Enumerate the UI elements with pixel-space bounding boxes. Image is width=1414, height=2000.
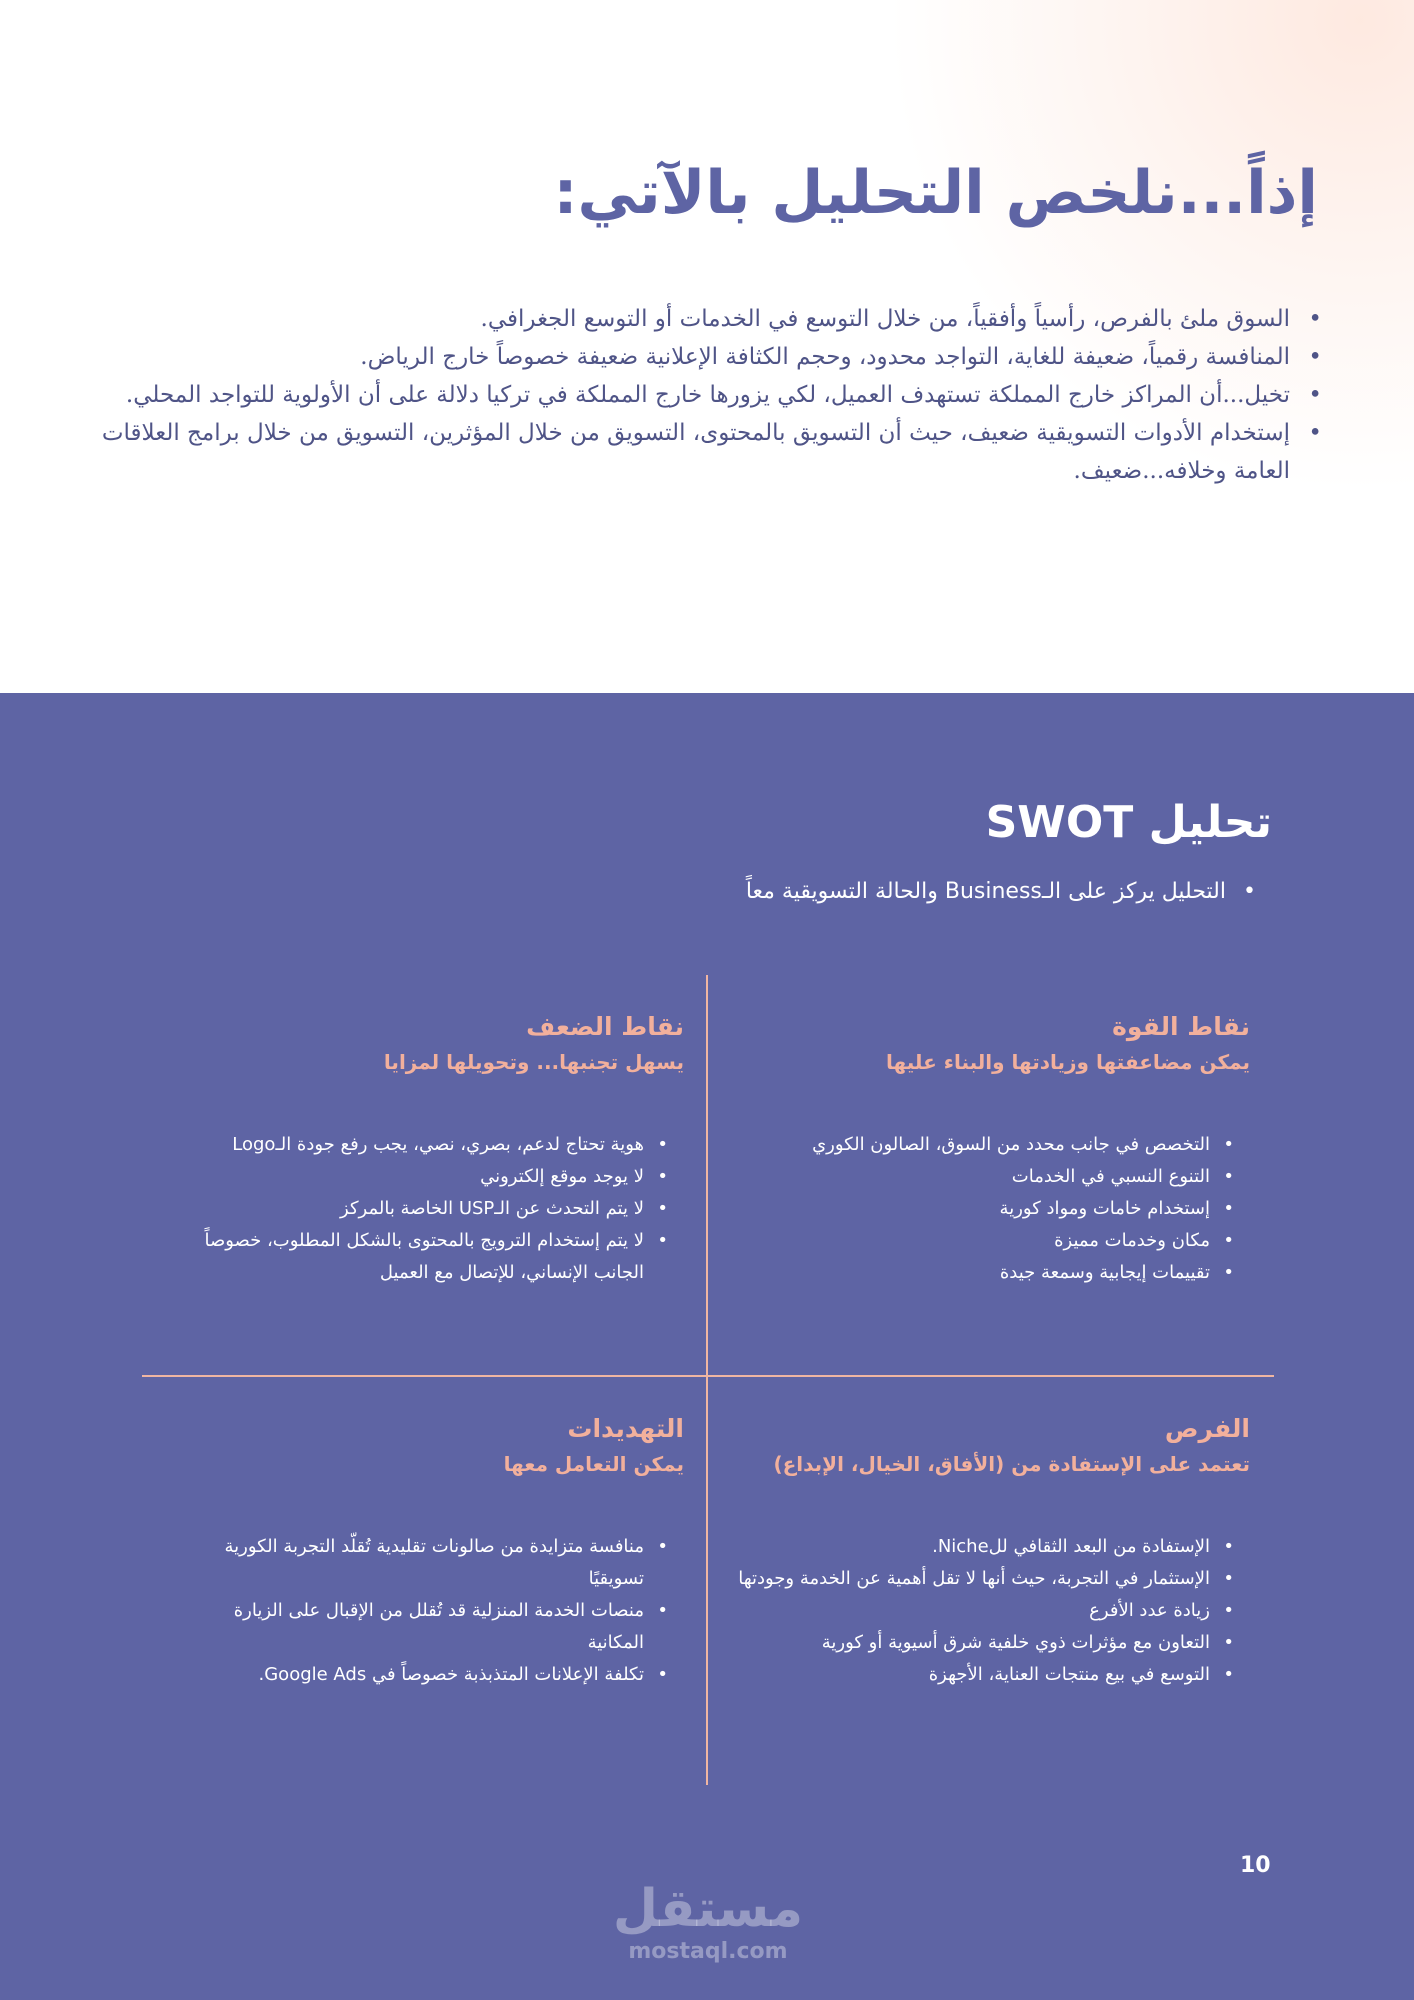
summary-item: • المنافسة رقمياً، ضعيفة للغاية، التواجد محدود، وحجم الكثافة الإعلانية ضعيفة خصوصاً خارج الرياض.	[70, 338, 1290, 376]
weaknesses-subheading: يسهل تجنبها... وتحويلها لمزايا	[383, 1050, 684, 1074]
swot-subtitle-list	[326, 875, 1226, 909]
page-title: إذاً...نلخص التحليل بالآتي:	[553, 158, 1318, 228]
list-item: • التعاون مع مؤثرات ذوي خلفية شرق أسيوية أو كورية	[730, 1627, 1210, 1659]
list-item: • منصات الخدمة المنزلية قد تُقلل من الإقبال على الزيارة المكانية	[184, 1595, 644, 1659]
list-item: • لا يتم التحدث عن الـUSP الخاصة بالمركز	[184, 1193, 644, 1225]
summary-item: • السوق ملئ بالفرص، رأسياً وأفقياً، من خلال التوسع في الخدمات أو التوسع الجغرافي.	[70, 300, 1290, 338]
strengths-list	[730, 1129, 1210, 1289]
list-item: • تكلفة الإعلانات المتذبذبة خصوصاً في Google Ads.	[184, 1659, 644, 1691]
threats-quadrant	[184, 1411, 684, 1691]
threats-subheading: يمكن التعامل معها	[503, 1452, 684, 1476]
list-item: • التوسع في بيع منتجات العناية، الأجهزة	[730, 1659, 1210, 1691]
watermark-latin: mostaql.com	[628, 1939, 788, 1964]
list-item: • لا يوجد موقع إلكتروني	[184, 1161, 644, 1193]
weaknesses-heading: نقاط الضعف	[526, 1012, 684, 1041]
list-item: • زيادة عدد الأفرع	[730, 1595, 1210, 1627]
strengths-heading: نقاط القوة	[1112, 1012, 1250, 1041]
list-item: • إستخدام خامات ومواد كورية	[730, 1193, 1210, 1225]
horizontal-divider	[142, 1375, 1274, 1377]
opportunities-subheading: تعتمد على الإستفادة من (الأفاق، الخيال، الإبداع)	[773, 1452, 1250, 1476]
swot-title: تحليل SWOT	[985, 797, 1272, 848]
list-item: • التخصص في جانب محدد من السوق، الصالون الكوري	[730, 1129, 1210, 1161]
weaknesses-quadrant	[184, 1009, 684, 1289]
list-item: • التنوع النسبي في الخدمات	[730, 1161, 1210, 1193]
watermark-arabic: مستقل	[612, 1879, 804, 1939]
threats-heading: التهديدات	[567, 1414, 684, 1443]
list-item: • الإستثمار في التجربة، حيث أنها لا تقل أهمية عن الخدمة وجودتها	[730, 1563, 1210, 1595]
list-item: • مكان وخدمات مميزة	[730, 1225, 1210, 1257]
swot-subtitle: • التحليل يركز على الـBusiness والحالة التسويقية معاً	[326, 875, 1226, 909]
summary-item: • إستخدام الأدوات التسويقية ضعيف، حيث أن التسويق بالمحتوى، التسويق من خلال المؤثرين، التسويق من خلال برامج العلاقات العامة وخلافه...ضعيف.	[70, 414, 1290, 490]
list-item: • منافسة متزايدة من صالونات تقليدية تُقلّد التجربة الكورية تسويقيًا	[184, 1531, 644, 1595]
strengths-quadrant	[730, 1009, 1250, 1289]
weaknesses-list	[184, 1129, 644, 1289]
page-number: 10	[1240, 1853, 1271, 1878]
list-item: • هوية تحتاج لدعم، بصري، نصي، يجب رفع جودة الـLogo	[184, 1129, 644, 1161]
opportunities-list	[730, 1531, 1210, 1691]
summary-list	[70, 300, 1290, 490]
list-item: • تقييمات إيجابية وسمعة جيدة	[730, 1257, 1210, 1289]
list-item: • الإستفادة من البعد الثقافي للNiche.	[730, 1531, 1210, 1563]
opportunities-quadrant	[730, 1411, 1250, 1691]
summary-section	[0, 0, 1414, 693]
threats-list	[184, 1531, 644, 1691]
opportunities-heading: الفرص	[1164, 1414, 1250, 1443]
strengths-subheading: يمكن مضاعفتها وزيادتها والبناء عليها	[886, 1050, 1250, 1074]
swot-section	[0, 693, 1414, 2000]
summary-item: • تخيل...أن المراكز خارج المملكة تستهدف العميل، لكي يزورها خارج المملكة في تركيا دلالة على أن الأولوية للتواجد المحلي.	[70, 376, 1290, 414]
list-item: • لا يتم إستخدام الترويج بالمحتوى بالشكل المطلوب، خصوصاً الجانب الإنساني، للإتصال مع العميل	[184, 1225, 644, 1289]
vertical-divider	[706, 975, 708, 1785]
mostaql-watermark	[598, 1879, 818, 1965]
